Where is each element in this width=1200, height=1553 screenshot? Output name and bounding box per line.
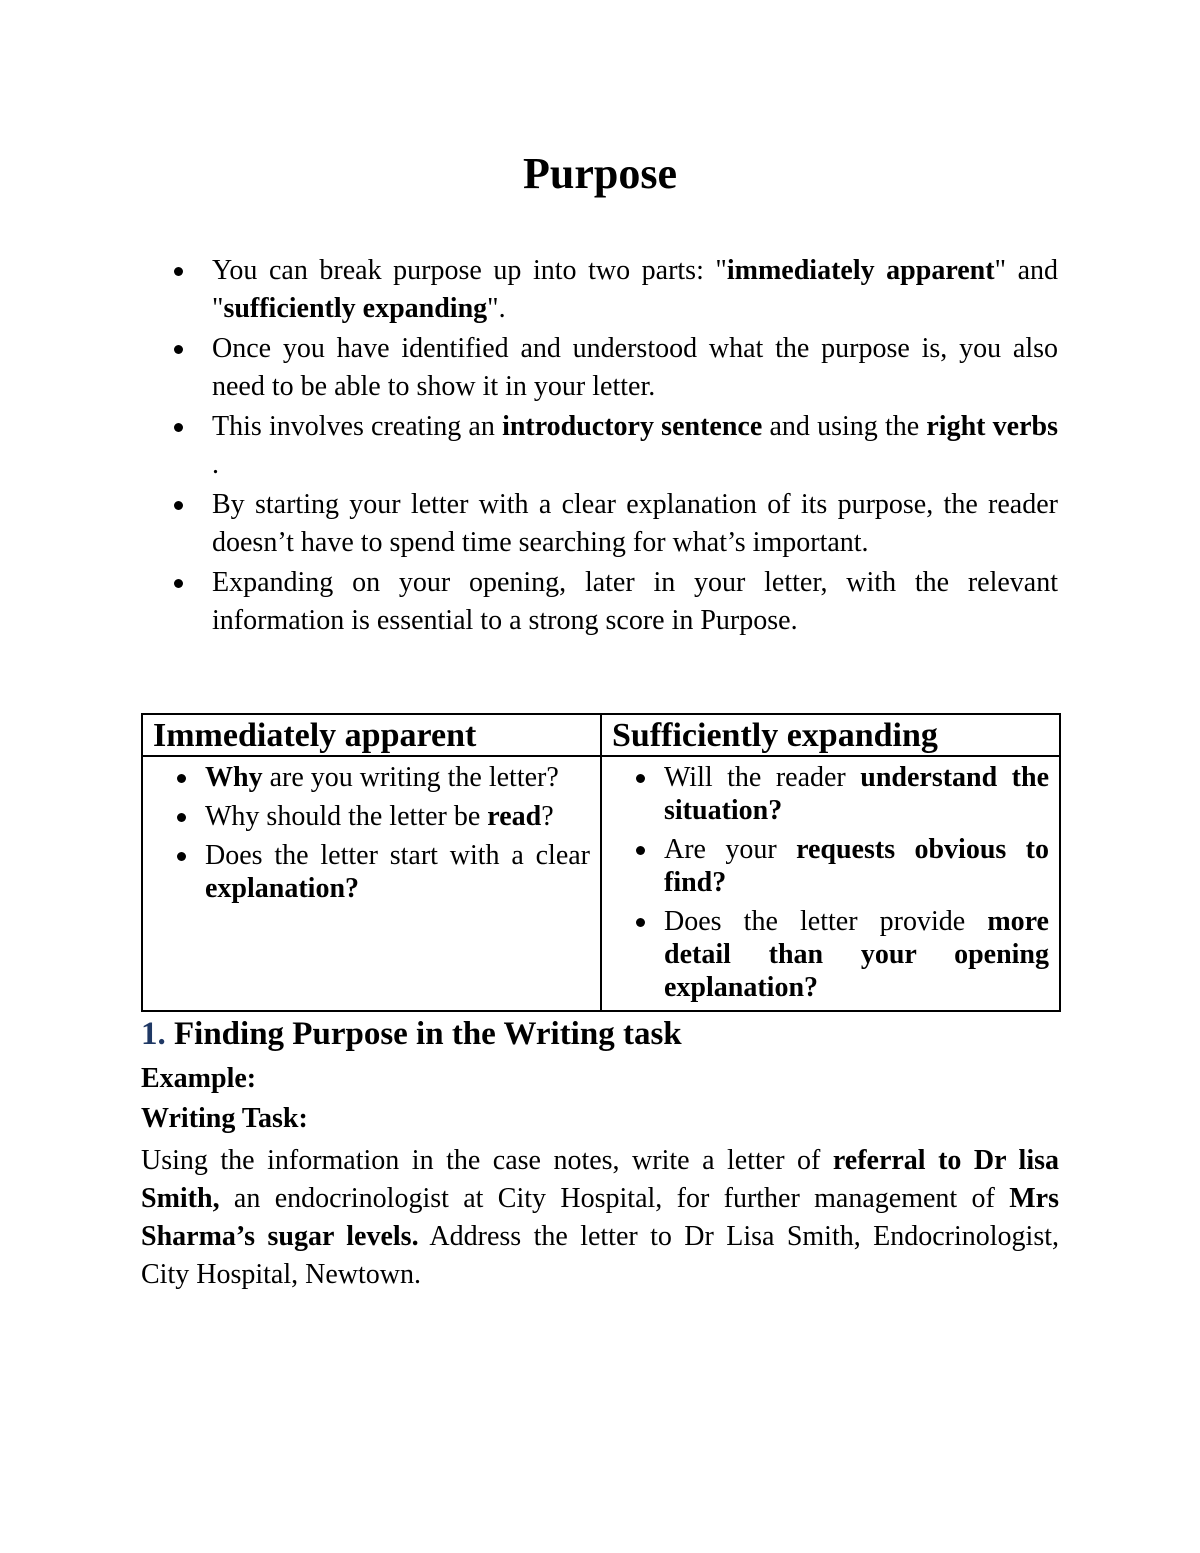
bullet-text: Expanding on your opening, later in your letter, with the relevant information is essential to a strong score in Purpose.	[212, 567, 1058, 636]
bullet-text: By starting your letter with a clear explanation of its purpose, the reader doesn’t have to spend time searching for what’s important.	[212, 489, 1058, 558]
bullet-text: This involves creating an introductory sentence and using the right verbs .	[212, 411, 1059, 480]
purpose-bullet-list	[164, 252, 1058, 642]
writing-task-text: Using the information in the case notes, write a letter of referral to Dr lisa Smith, an endocrinologist at City Hospital, for further management of Mrs Sharma’s sugar levels. Address the letter to Dr Lisa Smith, Endocrinologist, City Hospital, Newtown.	[141, 1145, 1059, 1290]
purpose-criteria-table	[141, 713, 1061, 1012]
immediately-apparent-list	[163, 761, 590, 905]
page-title: Purpose	[523, 149, 677, 198]
bullet-icon	[177, 774, 186, 783]
bullet-icon	[636, 846, 645, 855]
bullet-icon	[177, 813, 186, 822]
list-item	[164, 330, 1058, 406]
bullet-text: Once you have identified and understood what the purpose is, you also need to be able to show it in your letter.	[212, 333, 1058, 402]
header-immediately-apparent: Immediately apparent	[142, 714, 601, 756]
sufficiently-expanding-list	[622, 761, 1049, 1004]
list-item: Does the letter start with a clear explanation?	[163, 839, 590, 905]
bullet-icon	[174, 579, 183, 588]
immediately-apparent-cell	[142, 756, 601, 1011]
list-item: Why are you writing the letter?	[163, 761, 590, 794]
section-title: Finding Purpose in the Writing task	[174, 1016, 682, 1052]
bullet-icon	[174, 267, 183, 276]
table-row	[142, 756, 1060, 1011]
sufficiently-expanding-cell	[601, 756, 1060, 1011]
bullet-icon	[636, 918, 645, 927]
header-sufficiently-expanding: Sufficiently expanding	[601, 714, 1060, 756]
list-item: Why should the letter be read?	[163, 800, 590, 833]
bullet-icon	[636, 774, 645, 783]
bullet-icon	[174, 345, 183, 354]
writing-task-label: Writing Task:	[141, 1103, 308, 1134]
list-item	[164, 408, 1058, 484]
bullet-icon	[174, 501, 183, 510]
list-item: Are your requests obvious to find?	[622, 833, 1049, 899]
example-label: Example:	[141, 1063, 257, 1094]
list-item	[164, 486, 1058, 562]
bullet-icon	[174, 423, 183, 432]
bullet-text: You can break purpose up into two parts: "immediately apparent" and "sufficiently expanding".	[212, 255, 1058, 324]
section-heading	[141, 1012, 682, 1056]
list-item: Will the reader understand the situation?	[622, 761, 1049, 827]
list-item	[164, 252, 1058, 328]
bullet-icon	[177, 852, 186, 861]
list-item: Does the letter provide more detail than your opening explanation?	[622, 905, 1049, 1004]
table-header-row	[142, 714, 1060, 756]
list-item	[164, 564, 1058, 640]
section-number: 1.	[141, 1016, 166, 1052]
